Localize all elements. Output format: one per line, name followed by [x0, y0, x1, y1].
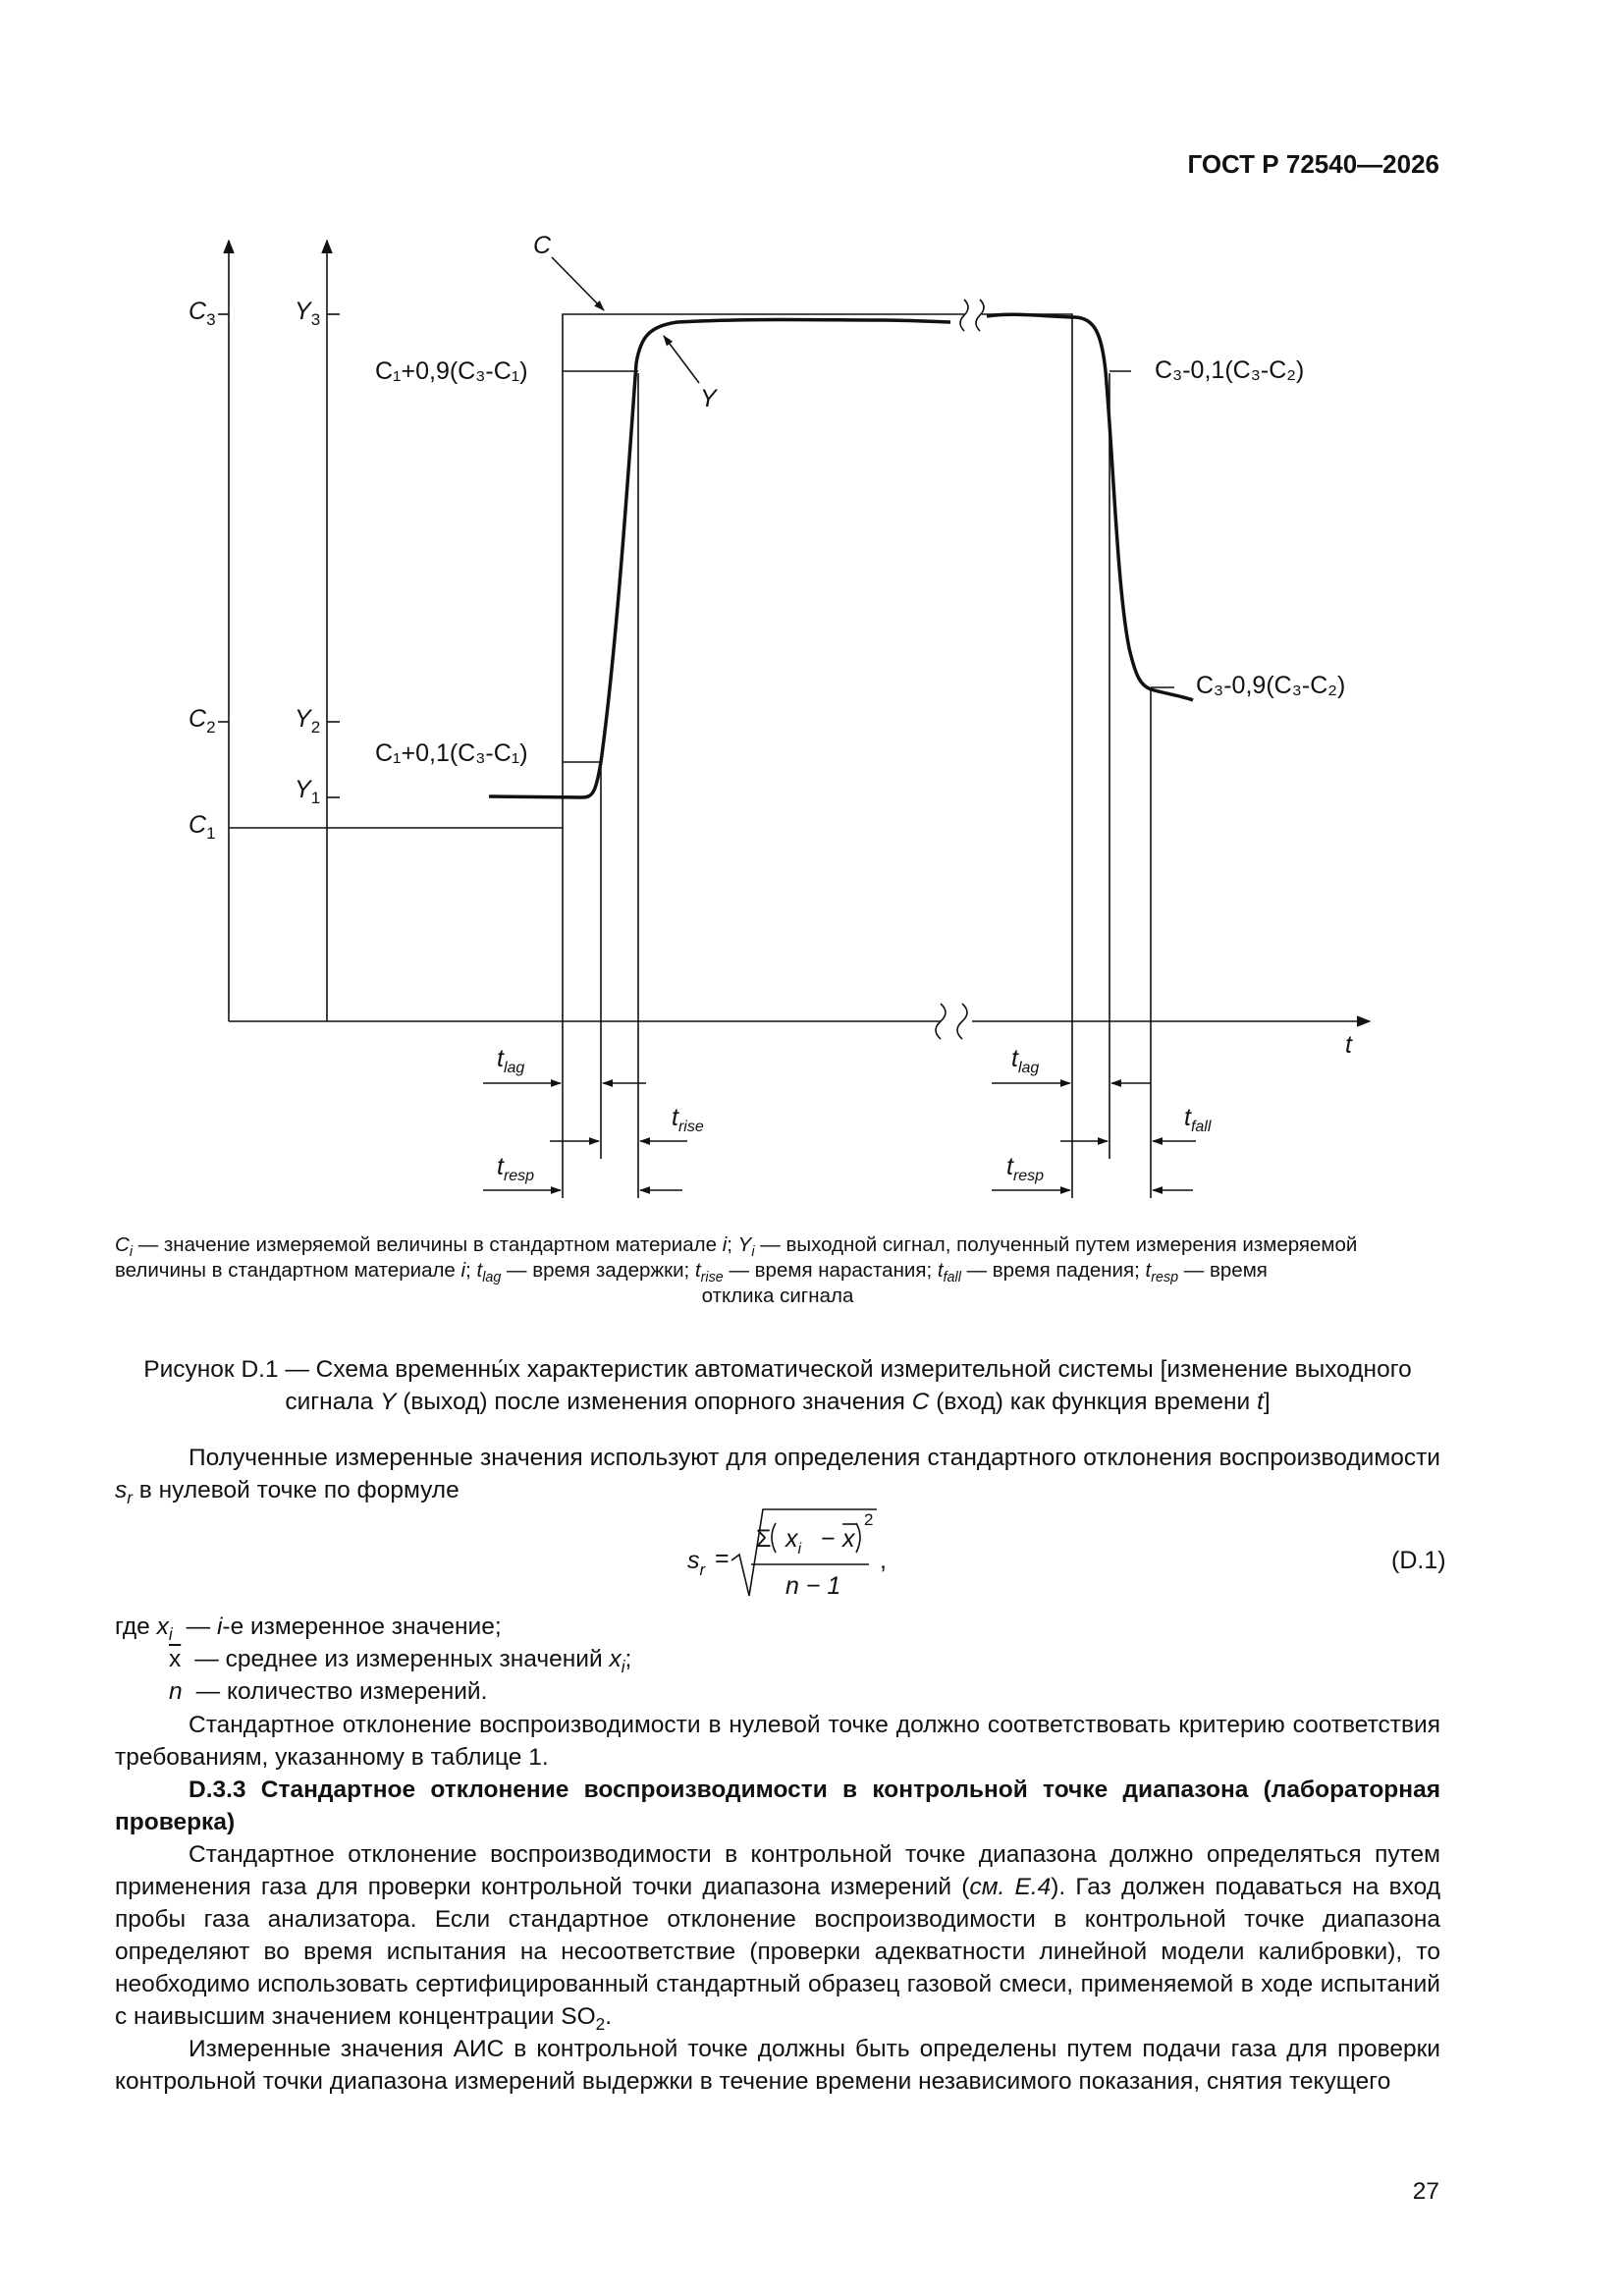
label-c1: $C_1$: [189, 811, 216, 843]
label-t-lag-left: $t_{lag}$: [497, 1045, 525, 1076]
svg-text:x: x: [842, 1525, 855, 1553]
figure-caption: Рисунок D.1 — Схема временны́х характеристик автоматической измерительной системы [изменение выходного сигнала Y (выход) после изменения опорного значения C (вход) как функция времени t]: [143, 1356, 1412, 1415]
where-line-1: где $x_i$ — i-е измеренное значение;: [115, 1613, 502, 1644]
label-fall10: C₃-0,1(C₃-C₂): [1155, 356, 1305, 384]
label-y2: $Y_2$: [295, 705, 321, 737]
page-number: 27: [1412, 2178, 1439, 2205]
label-t-resp-left: $t_{resp}$: [497, 1153, 535, 1184]
svg-text:Σ: Σ: [756, 1525, 772, 1553]
paragraph-d33-body: Стандартное отклонение воспроизводимости в контрольной точке диапазона должно определяться путем применения газа для проверки контрольной точки диапазона измерений (см. E.4). Газ должен подаваться на вход пробы газа анализатора. Если стандартное отклонение воспроизводимости в контрольной точке диапазона определяют во время испытания на несоответствие (проверки адекватности линейной модели калибровки), то необходимо использовать сертифицированный стандартный образец газовой смеси, применяемой в ходе испытаний с наивысшим значением концентрации $SO_2$.: [115, 1841, 1441, 2034]
paragraph-criterion: Стандартное отклонение воспроизводимости в нулевой точке должно соответствовать критерию соответствия требованиям, указанному в таблице 1.: [115, 1712, 1440, 1771]
where-line-2: $\overline{x}$ — среднее из измеренных значений $x_i$;: [169, 1646, 632, 1676]
svg-text:2: 2: [864, 1510, 874, 1529]
section-d33-title: D.3.3 Стандартное отклонение воспроизводимости в контрольной точке диапазона (лабораторная проверка): [115, 1777, 1440, 1835]
label-t-lag-right: $t_{lag}$: [1011, 1045, 1040, 1076]
document-header: ГОСТ Р 72540—2026: [1187, 149, 1439, 179]
formula-d1: [0, 1507, 1623, 1601]
svg-text:xi: $x_i$: [785, 1525, 802, 1558]
paragraph-span-values: Измеренные значения АИС в контрольной точке должны быть определены путем подачи газа для проверки контрольной точки диапазона измерений выдержки в течение времени независимого показания, снятия текущего: [115, 2036, 1440, 2095]
where-line-3: n — количество измерений.: [169, 1678, 488, 1705]
label-t-rise: $t_{rise}$: [672, 1104, 704, 1135]
label-t-axis: t: [1345, 1031, 1352, 1059]
label-input-c: C: [533, 232, 552, 259]
input-signal-c: [229, 314, 964, 828]
label-c3: $C_3$: [189, 298, 216, 329]
svg-text:−: −: [821, 1525, 836, 1553]
label-t-resp-right: $t_{resp}$: [1006, 1153, 1045, 1184]
svg-text:(D.1): (D.1): [1391, 1547, 1446, 1574]
label-t-fall: $t_{fall}$: [1184, 1104, 1212, 1135]
label-rise10: C₁+0,1(C₃-C₁): [375, 739, 528, 767]
svg-text:,: ,: [880, 1547, 887, 1574]
output-signal-y: [489, 320, 950, 798]
label-rise90: C₁+0,9(C₃-C₁): [375, 357, 528, 385]
label-y3: $Y_3$: [295, 298, 321, 329]
paragraph-formula-intro: Полученные измеренные значения используют для определения стандартного отклонения воспроизводимости $s_r$ в нулевой точке по формуле: [115, 1445, 1440, 1507]
figure-legend: $C_i$ — значение измеряемой величины в стандартном материале i; $Y_i$ — выходной сигнал, полученный путем измерения измеряемой величины в стандартном материале i; $t_{lag}$ — время задержки; $t_{rise}$ — время нарастания; $t_{fall}$ — время падения; $t_{resp}$ — время отклика сигнала: [115, 1233, 1358, 1307]
label-y1: $Y_1$: [295, 776, 321, 807]
label-fall90: C₃-0,9(C₃-C₂): [1196, 672, 1346, 699]
svg-text:=: =: [715, 1545, 730, 1572]
svg-text:sr: $s_r$: [687, 1547, 706, 1579]
label-c2: $C_2$: [189, 705, 216, 737]
label-output-y: Y: [700, 385, 717, 412]
svg-text:n − 1: n − 1: [785, 1572, 841, 1600]
